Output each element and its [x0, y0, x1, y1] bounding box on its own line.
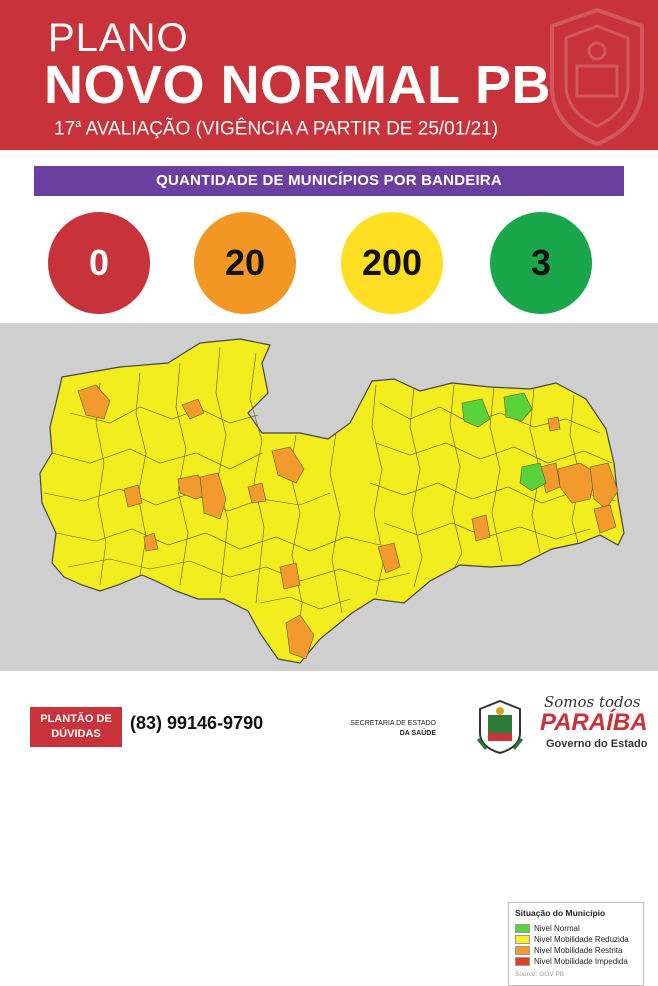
subtitle-text: AVALIAÇÃO (VIGÊNCIA A PARTIR DE 25/01/21) — [81, 118, 499, 140]
somos-todos-text: Somos todos — [544, 693, 641, 711]
legend-label: Nivel Mobilidade Restrita — [534, 945, 623, 955]
map-legend — [508, 902, 644, 986]
orange-municipality — [548, 417, 560, 431]
secretaria-line1: SECRETARIA DE ESTADO — [350, 720, 436, 727]
plantao-line1: PLANTÃO DE — [40, 713, 112, 725]
legend-item-impedida — [515, 956, 628, 966]
state-emblem-icon — [474, 699, 526, 755]
phone-number: (83) 99146-9790 — [130, 713, 264, 733]
secretaria-label — [330, 719, 436, 739]
plantao-line2: DÚVIDAS — [51, 728, 101, 740]
legend-swatch — [515, 935, 530, 944]
municipality-count-bar: QUANTIDADE DE MUNICÍPIOS POR BANDEIRA — [34, 166, 624, 196]
secretaria-line2: DA SAÚDE — [399, 730, 436, 737]
legend-item-reduzida — [515, 934, 629, 944]
subtitle-ordinal: a — [75, 118, 82, 130]
plan-title-big: NOVO NORMAL PB — [44, 55, 552, 115]
evaluation-subtitle — [54, 118, 498, 140]
orange-flag-count: 20 — [194, 212, 296, 314]
legend-title: Situação do Município — [515, 908, 606, 918]
governo-do-estado-text: Governo do Estado — [546, 738, 648, 750]
legend-label: Nivel Normal — [534, 923, 580, 933]
paraiba-municipality-map — [0, 323, 658, 671]
legend-item-restrita — [515, 945, 622, 955]
legend-label: Nivel Mobilidade Impedida — [534, 956, 628, 966]
green-flag-count: 3 — [490, 212, 592, 314]
yellow-flag-count: 200 — [341, 212, 443, 314]
state-crest-icon — [542, 6, 652, 148]
paraiba-logo-text: PARAÍBA — [540, 709, 648, 736]
footer — [0, 671, 658, 768]
plantao-duvidas-badge — [30, 707, 122, 747]
header-banner — [0, 0, 658, 150]
legend-label: Nivel Mobilidade Reduzida — [534, 934, 629, 944]
subtitle-number: 17 — [54, 118, 76, 140]
plan-title-small: PLANO — [48, 16, 189, 60]
red-flag-count: 0 — [48, 212, 150, 314]
orange-municipality — [280, 563, 300, 589]
legend-swatch — [515, 924, 530, 933]
legend-item-normal — [515, 923, 580, 933]
legend-swatch — [515, 957, 530, 966]
legend-source: Source: GOV PB — [515, 971, 565, 978]
legend-swatch — [515, 946, 530, 955]
